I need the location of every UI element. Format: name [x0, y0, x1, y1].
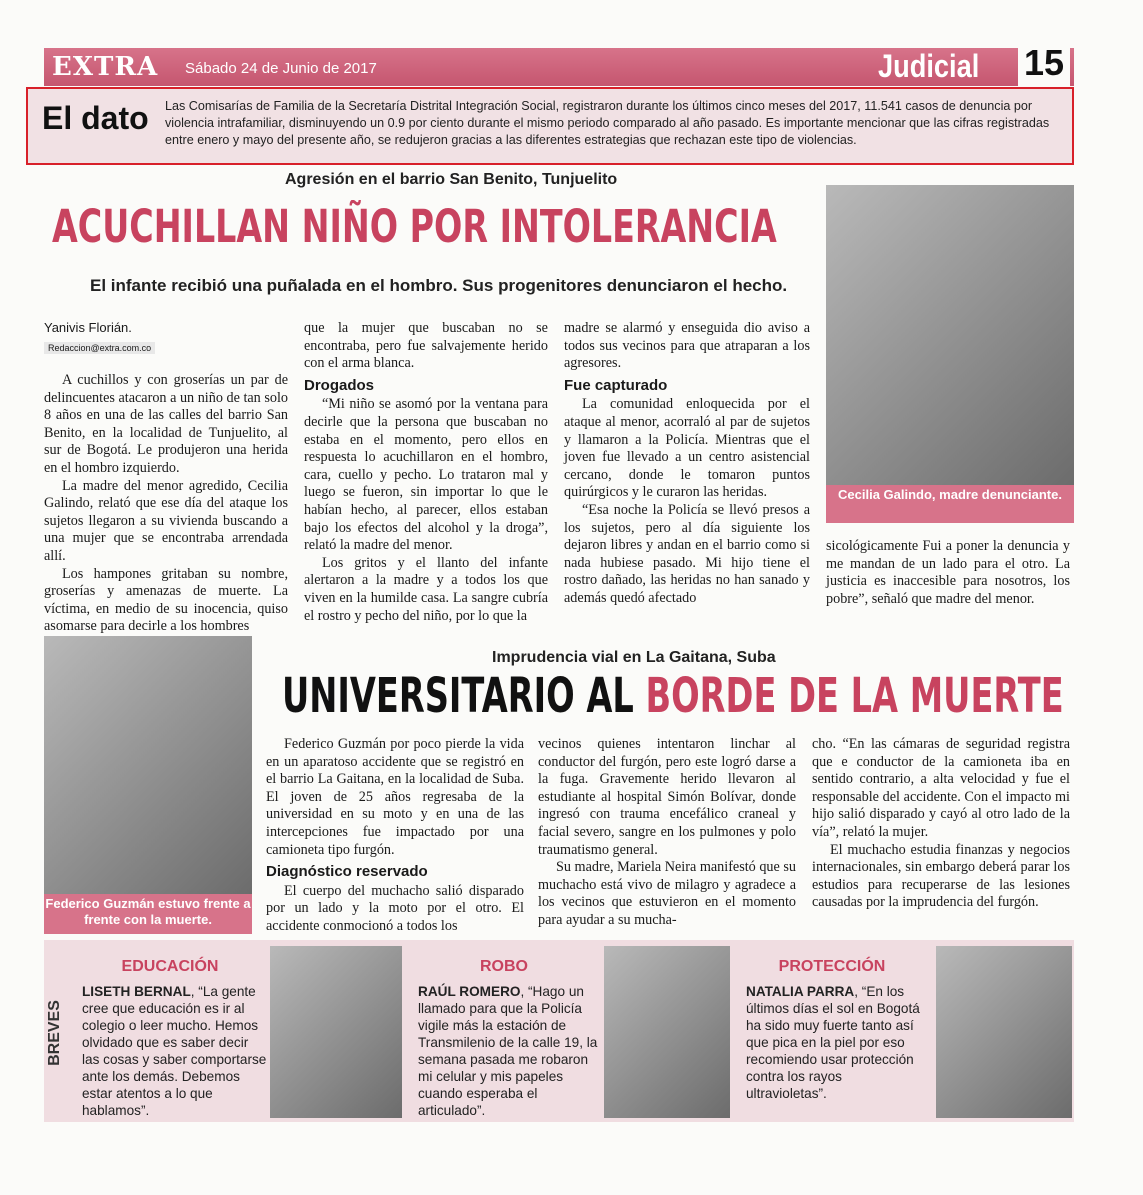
article1-col1-paragraph: A cuchillos y con groserías un par de delincuentes atacaron a un niño de tan solo 8 años en una de las calles del barrio San Benito, en la localidad de Tunjuelito, al sur de Bogotá. Le produjeron una herida en el hombro izquierdo.	[44, 372, 288, 476]
article1-photo-caption: Cecilia Galindo, madre denunciante.	[826, 485, 1074, 523]
breve-text-robo: RAÚL ROMERO, “Hago un llamado para que la Policía vigile más la estación de Transmilenio de la calle 19, la semana pasada me robaron mi celular y mis papeles cuando esperaba el articulado”.	[418, 984, 598, 1118]
article1-col3-paragraph: “Esa noche la Policía se llevó presos a los sujetos, pero al día siguiente los dejaron libres y andan en el barrio como si nada hubiese pasado. Mi hijo tiene el rostro dañado, las heridas no han sanado y además quedó afectado	[564, 501, 810, 606]
article1-col2-paragraph: “Mi niño se asomó por la ventana para decirle que la persona que buscaban no estaba en el momento, pero ellos en respuesta lo acuchillaron en el hombro, cara, cuello y pecho. Lo trataron mal y luego se fueron, sin importar lo que le habían hecho, al parecer, ellos estaban bajo los efectos del alcohol y la droga”, relató la madre del menor.	[304, 396, 548, 554]
subhead-diagnostico: Diagnóstico reservado	[266, 863, 428, 881]
breve-title-educacion: EDUCACIÓN	[121, 958, 219, 975]
article1-column-4	[826, 538, 1070, 608]
article2-photo-caption: Federico Guzmán estuvo frente a frente con la muerte.	[44, 894, 252, 934]
article1-col1-paragraph: Los hampones gritaban su nombre, groserías y amenazas de muerte. La víctima, en medio de su inocencia, quiso asomarse para decirle a los hombres	[44, 565, 288, 635]
article2-kicker: Imprudencia vial en La Gaitana, Suba	[492, 649, 776, 666]
article1-column-3	[564, 320, 810, 608]
article1-headline: ACUCHILLAN NIÑO POR INTOLERANCIA	[52, 200, 777, 253]
newspaper-logo: EXTRA	[52, 52, 159, 82]
breve-text-educacion: LISETH BERNAL, “La gente cree que educación es ir al colegio o leer mucho. Hemos olvidado que es saber decir las cosas y saber comportarse ante los demás. Debemos estar atentos a lo que hablamos”.	[82, 984, 267, 1118]
raul-romero-photo	[604, 946, 730, 1118]
article2-col1-paragraph: El cuerpo del muchacho salió disparado por un lado y la moto por el otro. El accidente conmocionó a todos los	[266, 882, 524, 934]
article1-column-1	[44, 372, 288, 636]
breve-text-proteccion: NATALIA PARRA, “En los últimos días el sol en Bogotá ha sido muy fuerte tanto así que pica en la piel por eso recomiendo usar protección contra los rayos ultravioletas”.	[746, 984, 920, 1101]
article1-col2-paragraph: que la mujer que buscaban no se encontraba, pero fue salvajemente herido con el arma blanca.	[304, 320, 548, 372]
breve-title-robo: ROBO	[480, 958, 528, 975]
dato-label: El dato	[42, 100, 149, 136]
article2-col2-paragraph: Su madre, Mariela Neira manifestó que su muchacho está vivo de milagro y agradece a los vecinos que estuvieron en el momento para ayudar a su mucha-	[538, 859, 796, 928]
article1-col3-paragraph: La comunidad enloquecida por el ataque al menor, acorraló al par de sujetos y llamaron a la Policía. Mientras que el joven fue llevado a un centro asistencial cercano, donde le tomaron puntos quirúrgicos y le curaron las heridas.	[564, 396, 810, 501]
article1-column-2	[304, 320, 548, 625]
article1-kicker: Agresión en el barrio San Benito, Tunjuelito	[285, 171, 618, 188]
natalia-parra-photo	[936, 946, 1072, 1118]
headline-black-part: UNIVERSITARIO AL	[282, 668, 634, 724]
federico-guzman-photo	[44, 636, 252, 894]
article2-column-1	[266, 736, 524, 936]
page-number: 15	[1018, 42, 1070, 86]
subhead-fue-capturado: Fue capturado	[564, 376, 668, 394]
article2-col3-paragraph: cho. “En las cámaras de seguridad registra que e conductor de la camioneta iba en sentido contrario, a alta velocidad y fue el responsable del accidente. Con el impacto mi hijo salió disparado y cayó al otro lado de la vía”, relató la mujer.	[812, 736, 1070, 840]
cecilia-galindo-photo	[826, 185, 1074, 485]
liseth-bernal-photo	[270, 946, 402, 1118]
article2-column-3	[812, 736, 1070, 912]
dato-text: Las Comisarías de Familia de la Secretaría Distrital Integración Social, registraron durante los últimos cinco meses del 2017, 11.541 casos de denuncia por violencia intrafamiliar, disminuyendo un 0.9 por ciento durante el mismo periodo comparado al año pasado. Es importante mencionar que las cifras registradas entre enero y mayo del presente año, se redujeron gracias a las diferentes estrategias que rechazan este tipo de violencias.	[165, 99, 1050, 147]
article1-col3-paragraph: madre se alarmó y enseguida dio aviso a todos sus vecinos para que atraparan a los agresores.	[564, 320, 810, 372]
article1-deck: El infante recibió una puñalada en el hombro. Sus progenitores denunciaron el hecho.	[90, 276, 788, 295]
article2-col3-paragraph: El muchacho estudia finanzas y negocios internacionales, sin embargo deberá parar los estudios para recuperarse de las lesiones causadas por la imprudencia del furgón.	[812, 841, 1070, 911]
article1-col1-paragraph: La madre del menor agredido, Cecilia Galindo, relató que ese día del ataque los sujetos llegaron a su vivienda buscando a una mujer que se encontraba arrendada allí.	[44, 477, 288, 564]
article2-headline	[282, 668, 1064, 724]
breve-title-proteccion: PROTECCIÓN	[778, 958, 886, 975]
article1-email: Redaccion@extra.com.co	[44, 342, 155, 354]
article2-col2-paragraph: vecinos quienes intentaron linchar al conductor del furgón, pero este logró darse a la fuga. Gravemente herido llevaron al estudiante al hospital Simón Bolívar, donde ingresó con trauma encefálico craneal y facial severo, sangre en los pulmones y polo traumatismo general.	[538, 736, 796, 858]
subhead-drogados: Drogados	[304, 376, 375, 394]
article2-column-2	[538, 736, 796, 930]
headline-red-part: BORDE DE LA MUERTE	[645, 668, 1064, 724]
article2-col1-paragraph: Federico Guzmán por poco pierde la vida en un aparatoso accidente que se registró en el barrio La Gaitana, en la localidad de Suba. El joven de 25 años regresaba de la universidad en su moto y en una de las intercepciones fue impactado por una camioneta tipo furgón.	[266, 736, 524, 858]
issue-date: Sábado 24 de Junio de 2017	[185, 60, 377, 77]
article1-col2-paragraph: Los gritos y el llanto del infante alertaron a la madre y a todos los que viven en la humilde casa. La sangre cubría el rostro y pecho del niño, por lo que la	[304, 554, 548, 624]
article1-author: Yanivis Florián.	[44, 320, 132, 335]
article1-col4-paragraph: sicológicamente Fui a poner la denuncia y me mandan de un lado para el otro. La justicia es inaccesible para nosotros, los pobre”, señaló que madre del menor.	[826, 538, 1070, 607]
section-title: Judicial	[878, 48, 980, 84]
breves-label: BREVES	[46, 1000, 63, 1066]
